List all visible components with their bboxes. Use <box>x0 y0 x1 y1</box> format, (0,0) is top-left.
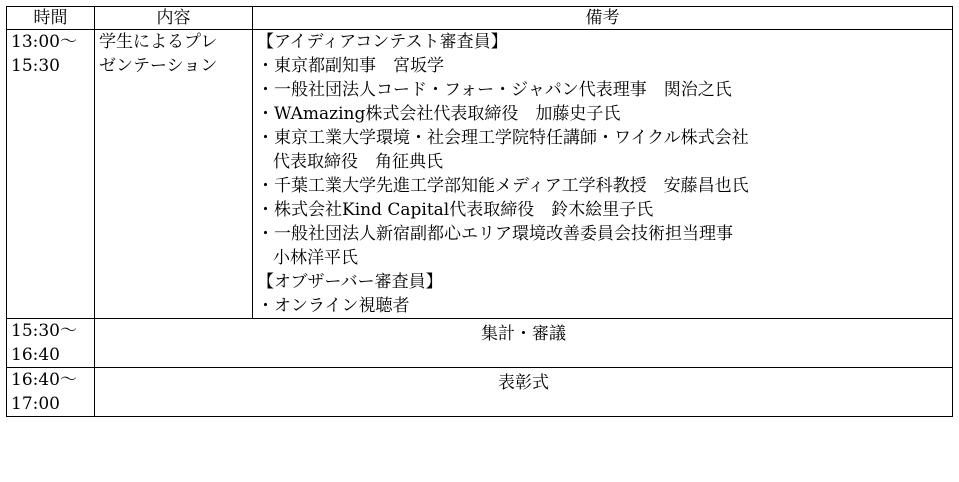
time-start: 16:40～ <box>11 370 77 390</box>
content-line: ゼンテーション <box>99 56 218 76</box>
header-time: 時間 <box>7 7 95 30</box>
time-end: 15:30 <box>11 56 60 76</box>
notes-heading-judges: 【アイディアコンテスト審査員】 <box>257 32 508 52</box>
notes-observer: ・オンライン視聴者 <box>257 296 410 316</box>
header-notes: 備考 <box>253 7 953 30</box>
time-start: 15:30～ <box>11 321 77 341</box>
notes-heading-observers: 【オブザーバー審査員】 <box>257 272 443 292</box>
table-row <box>7 319 953 368</box>
notes-judge-continued: 小林洋平氏 <box>273 248 358 268</box>
header-content: 内容 <box>95 7 253 30</box>
notes-judge: ・WAmazing株式会社代表取締役 加藤史子氏 <box>257 104 621 124</box>
notes-cell <box>253 30 953 319</box>
notes-judge: ・一般社団法人新宿副都心エリア環境改善委員会技術担当理事 <box>257 224 733 244</box>
header-row <box>7 7 953 30</box>
notes-judge: ・東京工業大学環境・社会理工学院特任講師・ワイクル株式会社 <box>257 128 749 148</box>
merged-cell-tally: 集計・審議 <box>95 319 953 368</box>
notes-judge: ・東京都副知事 宮坂学 <box>257 56 444 76</box>
merged-cell-award: 表彰式 <box>95 368 953 417</box>
time-cell <box>7 368 95 417</box>
time-end: 17:00 <box>11 394 60 414</box>
notes-judge-continued: 代表取締役 角征典氏 <box>273 152 443 172</box>
content-cell <box>95 30 253 319</box>
time-start: 13:00～ <box>11 32 77 52</box>
schedule-table <box>6 6 953 417</box>
content-line: 学生によるプレ <box>99 32 218 52</box>
notes-judge: ・千葉工業大学先進工学部知能メディア工学科教授 安藤昌也氏 <box>257 176 749 196</box>
table-row <box>7 30 953 319</box>
notes-judge: ・株式会社Kind Capital代表取締役 鈴木絵里子氏 <box>257 200 654 220</box>
time-cell <box>7 30 95 319</box>
time-end: 16:40 <box>11 345 60 365</box>
table-row <box>7 368 953 417</box>
notes-judge: ・一般社団法人コード・フォー・ジャパン代表理事 関治之氏 <box>257 80 732 100</box>
time-cell <box>7 319 95 368</box>
